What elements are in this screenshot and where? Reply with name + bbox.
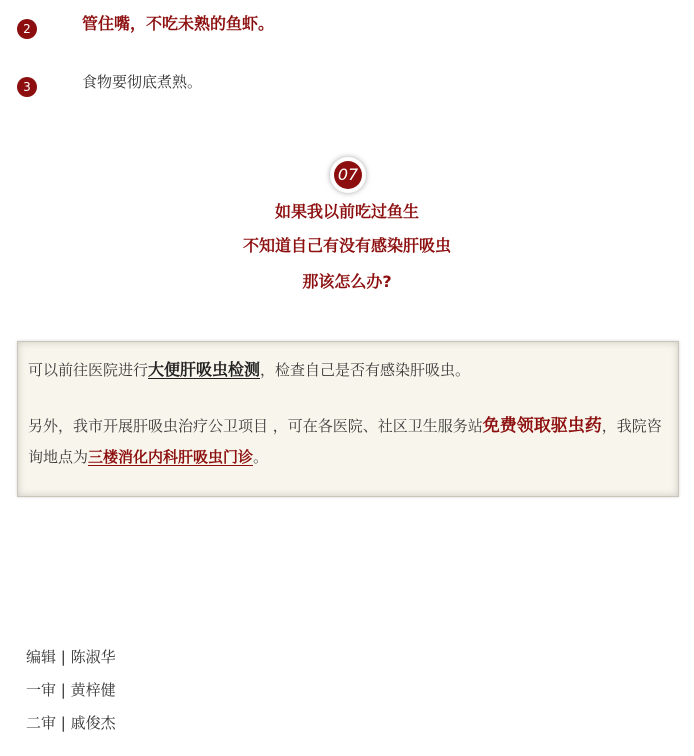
section-title-line-2: 不知道自己有没有感染肝吸虫: [242, 236, 451, 255]
paragraph-text: 可以前往医院进行: [28, 361, 149, 379]
step-text: 管住嘴，不吃未熟的鱼虾。: [82, 14, 275, 33]
highlight-stool-test: 大便肝吸虫检测: [148, 360, 261, 379]
step-item-3: [0, 72, 694, 102]
credit-role: 编辑: [26, 648, 57, 666]
credit-editor: [26, 647, 116, 667]
credit-first-review: [26, 680, 116, 700]
credit-role: 二审: [26, 714, 57, 732]
step-number-badge: 3: [17, 77, 37, 97]
step-text: 食物要彻底煮熟。: [82, 73, 203, 91]
credit-name: 陈淑华: [70, 648, 116, 666]
paragraph-text: ，我院咨询地点为: [28, 417, 662, 466]
paragraph-text: 。: [253, 448, 269, 466]
section-number-badge: [330, 157, 366, 193]
credit-separator: |: [60, 714, 66, 732]
highlight-free-medicine: 免费领取驱虫药: [482, 416, 602, 436]
highlight-clinic-location: 三楼消化内科肝吸虫门诊: [88, 448, 254, 466]
credit-role: 一审: [26, 681, 57, 699]
info-box: [17, 341, 679, 497]
section-title-line-3: 那该怎么办?: [302, 272, 392, 291]
paragraph-text: 另外，我市开展肝吸虫治疗公卫项目 ，可在各医院、社区卫生服务站: [28, 417, 483, 435]
step-number-badge: 2: [17, 19, 37, 39]
credit-separator: |: [60, 681, 66, 699]
section-number: 07: [334, 161, 362, 189]
credit-second-review: [26, 713, 116, 733]
paragraph-text: ，检查自己是否有感染肝吸虫。: [260, 361, 471, 379]
credit-separator: |: [60, 648, 66, 666]
credit-name: 黄梓健: [70, 681, 116, 699]
step-item-2: [0, 14, 694, 44]
info-paragraph-1: [28, 354, 668, 386]
info-paragraph-2: [28, 411, 668, 473]
section-title-line-1: 如果我以前吃过鱼生: [274, 202, 419, 221]
credit-name: 戚俊杰: [70, 714, 116, 732]
